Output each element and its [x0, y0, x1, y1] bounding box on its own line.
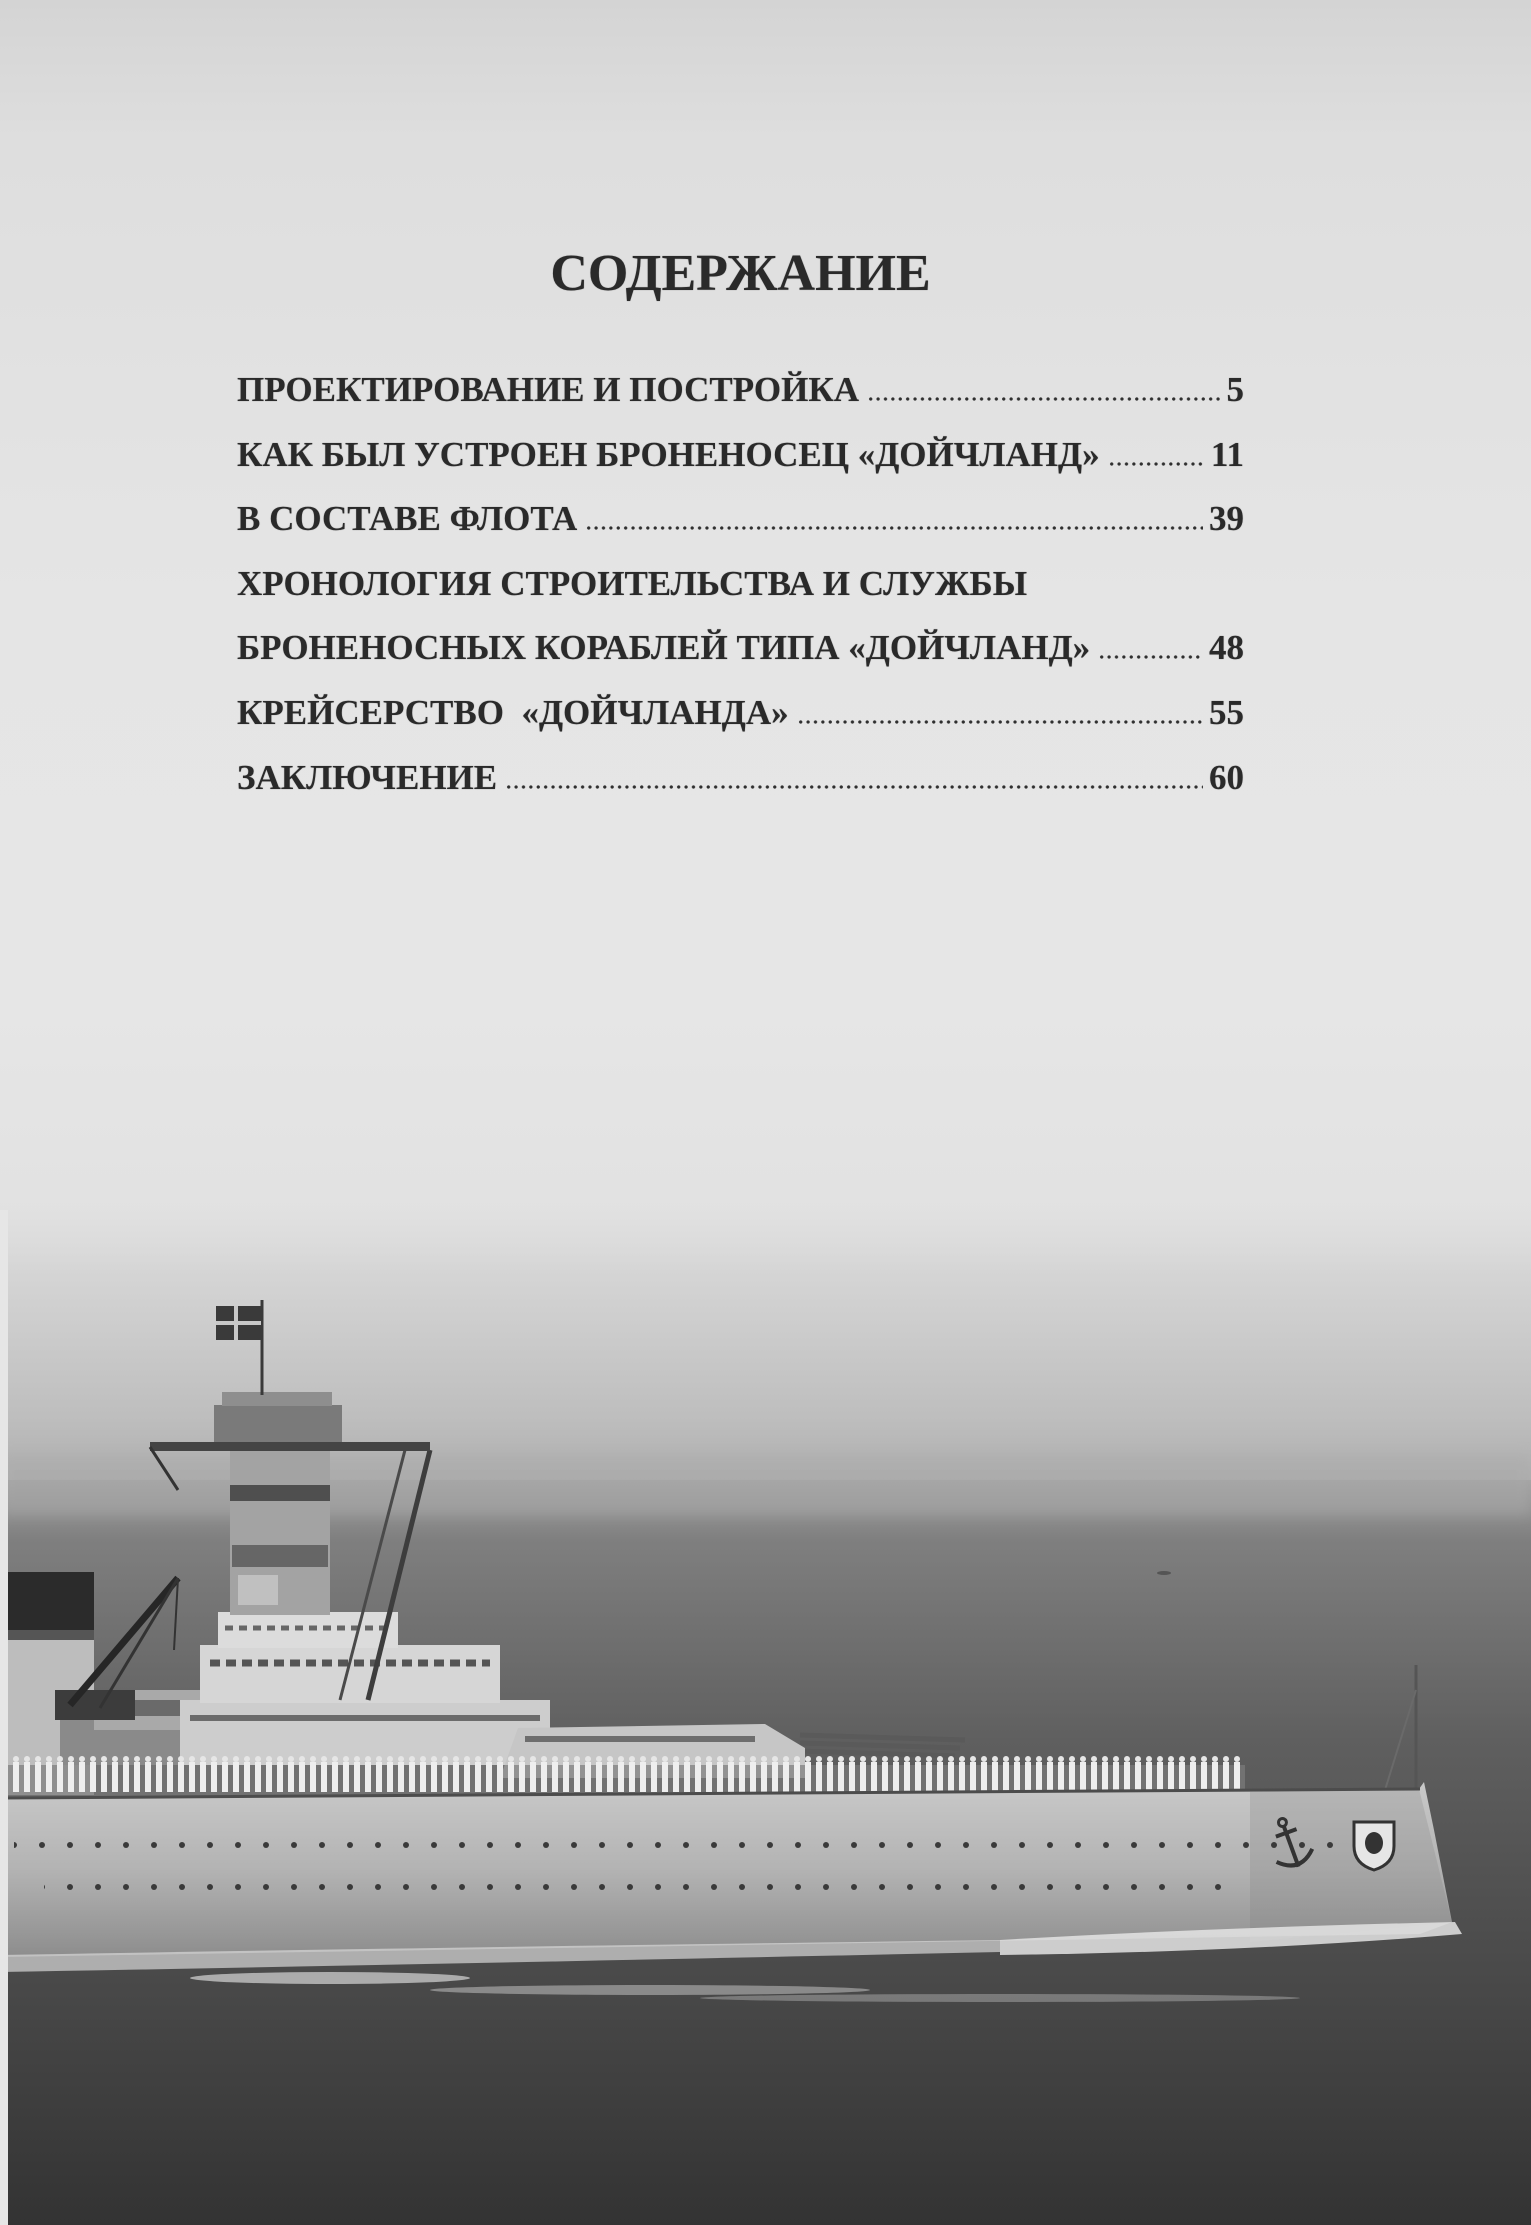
bridge-deck — [200, 1645, 500, 1703]
toc-entry-page: 11 — [1210, 434, 1244, 474]
toc-entry-line — [237, 746, 1244, 811]
photo-left-margin — [0, 1210, 8, 2225]
portholes-upper — [14, 1840, 1364, 1850]
funnel-cap — [6, 1572, 94, 1630]
distant-boat — [1157, 1571, 1171, 1575]
toc-dot-leader — [797, 720, 1203, 724]
toc-entry — [237, 681, 1244, 746]
toc-entry-page: 60 — [1209, 757, 1244, 797]
toc-entry-page: 48 — [1209, 628, 1244, 668]
turret-slit — [525, 1736, 755, 1742]
bow-crest — [1354, 1822, 1394, 1870]
toc-entry-line — [237, 681, 1244, 746]
toc-entry-line — [237, 487, 1244, 552]
wake-streak — [190, 1972, 470, 1984]
toc-entry — [237, 487, 1244, 552]
toc-entry-page: 39 — [1209, 499, 1244, 539]
toc-entry — [237, 746, 1244, 811]
toc-entry-label: БРОНЕНОСНЫХ КОРАБЛЕЙ ТИПА «ДОЙЧЛАНД» — [237, 628, 1091, 668]
toc-list — [237, 358, 1244, 810]
toc-title: СОДЕРЖАНИЕ — [550, 245, 931, 302]
wake-streak — [430, 1985, 870, 1995]
fire-control-roof — [222, 1392, 332, 1406]
rangefinder-yard — [150, 1442, 430, 1451]
toc-entry-label: КРЕЙСЕРСТВО «ДОЙЧЛАНДА» — [237, 692, 789, 732]
toc-entry — [237, 358, 1244, 423]
tower-band-lower — [232, 1545, 328, 1567]
toc-dot-leader — [867, 397, 1220, 401]
toc-entry-label: ПРОЕКТИРОВАНИЕ И ПОСТРОЙКА — [237, 370, 860, 409]
portholes-lower — [44, 1882, 1234, 1892]
toc-entry-label: КАК БЫЛ УСТРОЕН БРОНЕНОСЕЦ «ДОЙЧЛАНД» — [237, 434, 1100, 474]
toc-entry-label: ХРОНОЛОГИЯ СТРОИТЕЛЬСТВА И СЛУЖБЫ — [237, 563, 1028, 603]
toc-dot-leader — [505, 785, 1203, 789]
toc-entry-page: 55 — [1209, 692, 1244, 732]
toc-entry — [237, 423, 1244, 488]
toc-entry-line — [237, 423, 1244, 488]
toc-entry-line — [237, 552, 1244, 617]
toc-dot-leader — [1098, 655, 1203, 659]
toc-dot-leader — [585, 526, 1203, 530]
toc-entry-line — [237, 616, 1244, 681]
toc-entry-page: 5 — [1226, 370, 1244, 409]
toc-entry-label: ЗАКЛЮЧЕНИЕ — [237, 757, 498, 797]
toc-entry-label: В СОСТАВЕ ФЛОТА — [237, 499, 578, 539]
toc-entry-line — [237, 358, 1244, 423]
tower-band-upper — [230, 1485, 330, 1501]
table-of-contents — [237, 0, 1244, 797]
horizon-haze — [0, 1455, 1531, 1515]
wake-streak — [700, 1994, 1300, 2002]
crest-eagle — [1365, 1832, 1383, 1854]
crane-base — [55, 1690, 135, 1720]
deckhouse-windows — [190, 1715, 540, 1721]
tower-platform — [238, 1575, 278, 1605]
toc-entry — [237, 552, 1244, 681]
toc-dot-leader — [1108, 462, 1205, 466]
fire-control-top — [214, 1405, 342, 1445]
funnel-band — [6, 1630, 94, 1640]
